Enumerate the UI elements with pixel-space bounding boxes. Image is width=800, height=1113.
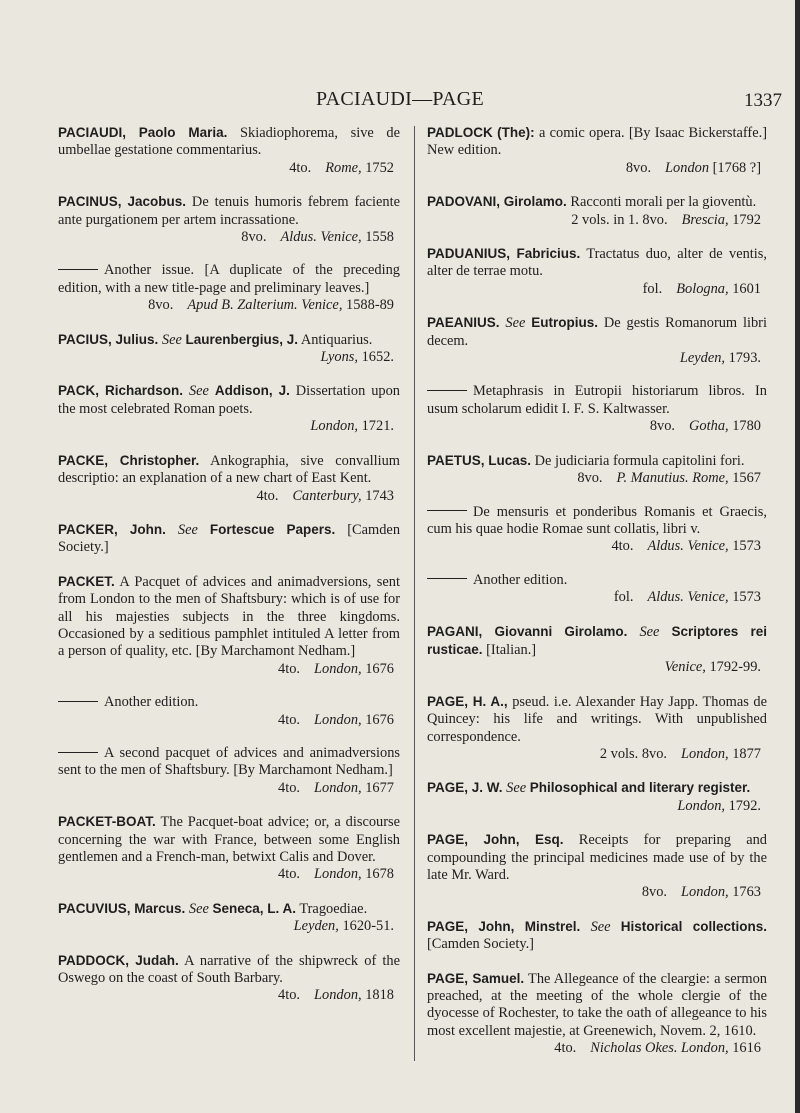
entry-heading: PAGE, Samuel. xyxy=(427,970,525,986)
imprint xyxy=(58,987,400,1004)
imprint-year: 1752 xyxy=(365,159,394,176)
see-label: See xyxy=(161,331,182,348)
imprint-year: 1676 xyxy=(365,660,394,677)
entry-text: Tragoediae. xyxy=(299,900,368,917)
imprint xyxy=(58,349,400,366)
catalog-entry xyxy=(427,245,767,298)
entry-text: [Camden Society.] xyxy=(427,936,534,953)
catalog-entry xyxy=(427,779,767,815)
imprint-year: 1573 xyxy=(732,589,761,606)
imprint-publisher: Apud B. Zalterium. xyxy=(187,297,298,314)
entry-text: A second pacquet of advices and animadversions sent to the men of Shaftsbury. [By Marchamont Nedham.] xyxy=(58,744,400,779)
entry-text: Racconti morali per la gioventù. xyxy=(570,194,757,211)
catalog-entry xyxy=(427,314,767,367)
catalog-entry xyxy=(427,452,767,488)
entry-heading: PAETUS, Lucas. xyxy=(427,452,532,468)
entry-heading: PACKET-BOAT. xyxy=(58,814,156,830)
repeat-dash xyxy=(58,752,98,753)
imprint-year: 1743 xyxy=(365,487,394,504)
imprint-year: 1677 xyxy=(365,779,394,796)
entry-text: De gestis Romanorum libri decem. xyxy=(427,315,767,349)
imprint-place: Rome, xyxy=(325,159,362,176)
catalog-entry xyxy=(427,504,767,556)
imprint-year: 1620-51. xyxy=(342,918,394,935)
entry-text: Tractatus duo, alter de ventis, alter de terrae motu. xyxy=(427,246,767,280)
imprint-place: London, xyxy=(681,1040,729,1057)
catalog-entry xyxy=(58,521,400,557)
imprint xyxy=(58,712,400,729)
imprint-year: 1792-99. xyxy=(709,659,761,676)
imprint-place: London, xyxy=(314,779,362,796)
entry-text: De judiciaria formula capitolini fori. xyxy=(534,452,745,469)
imprint xyxy=(58,866,400,883)
entry-text: Metaphrasis in Eutropii historiarum libros. In usum scholarum edidit I. F. S. Kaltwasser. xyxy=(427,383,767,417)
entry-heading: PADDOCK, Judah. xyxy=(58,952,179,968)
catalog-entry xyxy=(58,952,400,1005)
entry-heading: PAGE, H. A., xyxy=(427,693,508,709)
imprint xyxy=(58,780,400,797)
imprint-format: 2 vols. 8vo. xyxy=(599,745,668,762)
imprint-year: 1676 xyxy=(365,711,394,728)
entry-text: Ankographia, sive convallium descriptio: an explanation of a new chart of East Kent. xyxy=(58,452,400,487)
imprint-format: 8vo. xyxy=(577,470,603,487)
entry-heading: PACKE, Christopher. xyxy=(58,452,200,468)
page-header xyxy=(0,88,800,118)
left-column xyxy=(58,124,400,1021)
imprint-place: Venice, xyxy=(301,297,343,314)
imprint-format: 4to. xyxy=(256,487,279,504)
entry-heading: PADLOCK (The): xyxy=(427,125,535,140)
imprint-place: Lyons, xyxy=(320,349,358,366)
see-reference: Addison, J. xyxy=(214,383,290,399)
entry-heading: PACUVIUS, Marcus. xyxy=(58,900,186,916)
entry-heading: PACK, Richardson. xyxy=(58,383,184,399)
catalog-entry xyxy=(58,573,400,678)
imprint-format: 4to. xyxy=(278,711,301,728)
imprint xyxy=(427,1040,767,1057)
imprint-place: Venice, xyxy=(320,229,362,246)
entry-text: Another edition. xyxy=(104,694,199,711)
entry-text: pseud. i.e. Alexander Hay Japp. Thomas de Quincey: his life and writings. With unpublished correspondence. xyxy=(427,693,767,745)
imprint xyxy=(427,538,767,555)
imprint xyxy=(58,661,400,678)
catalog-entry xyxy=(427,693,767,764)
catalog-entry xyxy=(427,970,767,1058)
imprint xyxy=(427,884,767,901)
imprint-year: 1721. xyxy=(361,418,394,435)
entry-text: Another edition. xyxy=(473,571,568,588)
imprint-year: 1573 xyxy=(732,538,761,555)
repeat-dash xyxy=(427,390,467,391)
repeat-dash xyxy=(427,510,467,511)
imprint-year: 1780 xyxy=(732,418,761,435)
imprint xyxy=(58,918,400,935)
catalog-entry xyxy=(58,813,400,884)
imprint-year: 1558 xyxy=(365,229,394,246)
see-reference: Scriptores rei rusticae. xyxy=(427,623,767,657)
imprint-year: 1793. xyxy=(728,350,761,367)
imprint-year: 1792. xyxy=(728,797,761,814)
catalog-entry xyxy=(427,124,767,177)
catalog-entry xyxy=(427,623,767,677)
entry-text: De tenuis humoris febrem faciente ante purgationem per artem incrassatione. xyxy=(58,194,400,228)
catalog-entry xyxy=(58,452,400,505)
imprint-place: London, xyxy=(314,711,362,728)
entry-heading: PAGE, J. W. xyxy=(427,780,503,796)
see-label: See xyxy=(639,623,660,640)
repeat-dash xyxy=(58,269,98,270)
imprint xyxy=(58,297,400,314)
entry-heading: PACKET. xyxy=(58,573,115,589)
imprint xyxy=(58,229,400,246)
imprint-year: 1652. xyxy=(361,349,394,366)
see-reference: Eutropius. xyxy=(531,315,598,331)
imprint xyxy=(58,488,400,505)
imprint-place: Bologna, xyxy=(676,280,729,297)
entry-text: Skiadiophorema, sive de umbellae gestatione commentarius. xyxy=(58,125,400,159)
imprint-place: London, xyxy=(681,884,729,901)
repeat-dash xyxy=(427,578,467,579)
imprint-format: 4to. xyxy=(278,660,301,677)
see-label: See xyxy=(188,900,209,917)
entry-text: A narrative of the shipwreck of the Oswego on the coast of South Barbary. xyxy=(58,952,400,987)
entry-heading: PAGE, John, Minstrel. xyxy=(427,918,581,934)
imprint-place: London, xyxy=(314,987,362,1004)
imprint-publisher: P. Manutius. xyxy=(616,470,689,487)
imprint-year: 1792 xyxy=(732,211,761,228)
imprint-publisher: Nicholas Okes. xyxy=(590,1040,678,1057)
entry-heading: PACKER, John. xyxy=(58,521,166,537)
imprint-place: Leyden, xyxy=(293,918,339,935)
imprint-format: fol. xyxy=(642,280,663,297)
see-reference: Historical collections. xyxy=(620,918,767,934)
catalog-entry xyxy=(427,831,767,902)
imprint xyxy=(58,160,400,177)
see-reference: Philosophical and literary register. xyxy=(529,780,751,796)
catalog-entry xyxy=(427,383,767,435)
imprint xyxy=(427,212,767,229)
see-label: See xyxy=(505,315,526,332)
imprint-place: London, xyxy=(677,797,725,814)
entry-heading: PAEANIUS. xyxy=(427,315,500,331)
imprint xyxy=(427,350,767,367)
entry-heading: PAGE, John, Esq. xyxy=(427,832,564,848)
entry-text: Antiquarius. xyxy=(300,331,373,348)
imprint xyxy=(427,160,767,177)
column-divider xyxy=(414,126,415,1061)
catalog-entry xyxy=(58,745,400,797)
catalog-entry xyxy=(58,900,400,936)
imprint xyxy=(427,281,767,298)
imprint-format: 8vo. xyxy=(148,297,174,314)
see-reference: Laurenbergius, J. xyxy=(185,331,299,347)
entry-heading: PAGANI, Giovanni Girolamo. xyxy=(427,623,628,639)
imprint-year: 1763 xyxy=(732,884,761,901)
entry-heading: PACIAUDI, Paolo Maria. xyxy=(58,125,228,140)
imprint-year: 1877 xyxy=(732,745,761,762)
entry-text: Receipts for preparing and compounding the principal medicines made use of by the late Mr. Ward. xyxy=(427,832,767,883)
catalog-entry xyxy=(58,382,400,435)
imprint-format: 4to. xyxy=(278,987,301,1004)
catalog-entry xyxy=(427,193,767,229)
entry-text: The Pacquet-boat advice; or, a discourse concerning the war with France, between some English gentlemen and a French-man, betwixt Calis and Dover. xyxy=(58,814,401,865)
imprint xyxy=(427,746,767,763)
catalog-entry xyxy=(58,124,400,177)
catalog-entry xyxy=(58,694,400,729)
imprint xyxy=(427,659,767,676)
imprint-place: Venice, xyxy=(664,659,706,676)
imprint-format: 8vo. xyxy=(641,884,668,901)
right-column xyxy=(427,124,767,1074)
imprint xyxy=(427,418,767,435)
imprint-format: 8vo. xyxy=(241,229,267,246)
see-label: See xyxy=(506,780,527,797)
entry-heading: PACINUS, Jacobus. xyxy=(58,194,187,210)
running-title: PACIAUDI—PAGE xyxy=(315,88,484,110)
entry-text: A Pacquet of advices and animadversions, sent from London to the men of Shaftsbury: which is of use for all his majesties subjects in the three kingdoms. Occasioned by a seditious pamphlet intituled A letter from a person of quality, etc. [By Marchamont Nedham.] xyxy=(58,573,400,660)
imprint-format: 8vo. xyxy=(625,159,652,176)
catalog-entry xyxy=(58,331,400,367)
catalog-entry xyxy=(58,193,400,246)
entry-heading: PACIUS, Julius. xyxy=(58,331,159,347)
see-reference: Fortescue Papers. xyxy=(209,521,336,537)
entry-text: The Allegeance of the cleargie: a sermon preached, at the meeting of the whole clergie of the dyocesse of Rochester, to take the oath of allegeance to his most excellent majestie, at Greenewich, Novem. 2, 1610. xyxy=(427,970,767,1039)
imprint-place: London, xyxy=(314,660,362,677)
see-reference: Seneca, L. A. xyxy=(212,900,297,916)
imprint-year: 1678 xyxy=(365,866,394,883)
imprint-place: Venice, xyxy=(687,589,729,606)
page-number: 1337 xyxy=(744,90,782,111)
imprint xyxy=(427,798,767,815)
imprint-year: 1588-89 xyxy=(346,297,394,314)
imprint-publisher: Aldus. xyxy=(647,589,684,606)
imprint-format: fol. xyxy=(613,589,634,606)
catalog-entry xyxy=(58,262,400,314)
imprint-place: Leyden, xyxy=(679,350,725,367)
imprint-place: Gotha, xyxy=(689,418,729,435)
imprint-place: London xyxy=(665,159,710,176)
imprint-format: 4to. xyxy=(611,538,634,555)
imprint-format: 2 vols. in 1. 8vo. xyxy=(571,211,668,228)
entry-heading: PADUANIUS, Fabricius. xyxy=(427,246,581,262)
imprint-place: Brescia, xyxy=(681,211,729,228)
entry-text: [Italian.] xyxy=(486,641,537,658)
imprint-year: 1818 xyxy=(365,987,394,1004)
entry-text: Dissertation upon the most celebrated Roman poets. xyxy=(58,383,400,417)
entry-heading: PADOVANI, Girolamo. xyxy=(427,194,567,210)
imprint-format: 4to. xyxy=(278,779,301,796)
entry-text: Another issue. [A duplicate of the preceding edition, with a new title-page and preliminary leaves.] xyxy=(58,262,400,296)
catalog-entry xyxy=(427,918,767,954)
entry-text: a comic opera. [By Isaac Bickerstaffe.] New edition. xyxy=(427,125,767,159)
imprint-year: 1616 xyxy=(732,1040,761,1057)
imprint-year: 1601 xyxy=(732,280,761,297)
imprint-place: London, xyxy=(314,866,362,883)
imprint-place: London, xyxy=(681,745,729,762)
imprint-place: London, xyxy=(310,418,358,435)
see-label: See xyxy=(188,383,209,400)
imprint-format: 4to. xyxy=(554,1040,577,1057)
imprint-format: 8vo. xyxy=(649,418,676,435)
imprint-year: 1567 xyxy=(732,470,761,487)
imprint-publisher: Aldus. xyxy=(280,229,317,246)
entry-text: De mensuris et ponderibus Romanis et Graecis, cum his quae hodie Romae sunt collatis, libri v. xyxy=(427,503,767,537)
repeat-dash xyxy=(58,701,98,702)
imprint xyxy=(58,418,400,435)
catalog-entry xyxy=(427,572,767,607)
imprint-place: Canterbury, xyxy=(292,487,362,504)
imprint-place: Venice, xyxy=(687,538,729,555)
imprint-format: 4to. xyxy=(289,159,312,176)
imprint-place: Rome, xyxy=(692,470,729,487)
imprint xyxy=(427,470,767,487)
entry-text: [Camden Society.] xyxy=(58,521,401,556)
imprint-publisher: Aldus. xyxy=(647,538,684,555)
imprint-format: 4to. xyxy=(278,866,301,883)
see-label: See xyxy=(590,918,611,935)
imprint-year: [1768 ?] xyxy=(712,159,761,176)
page-edge xyxy=(795,0,800,1113)
imprint xyxy=(427,589,767,606)
see-label: See xyxy=(177,521,198,538)
